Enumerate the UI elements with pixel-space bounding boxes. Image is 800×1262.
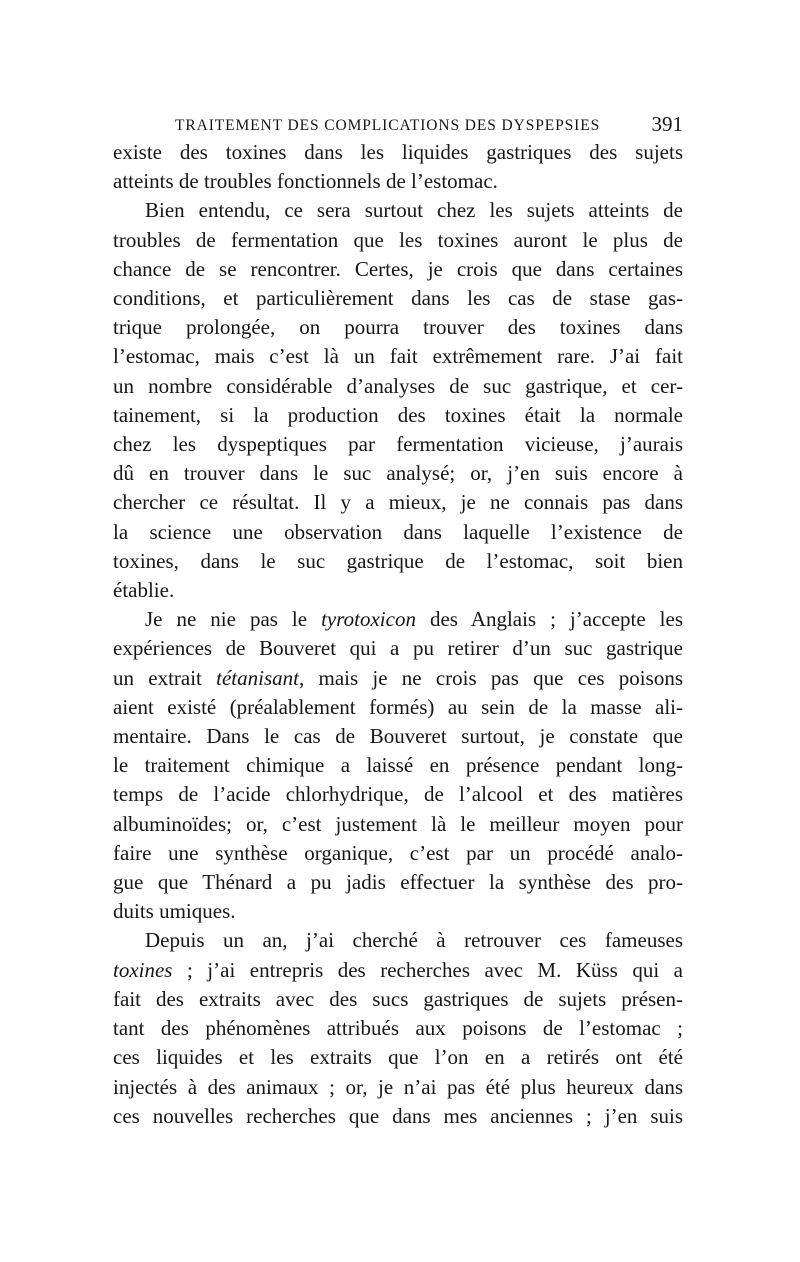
text-line: Depuis un an, j’ai cherché à retrouver ces fameuses bbox=[145, 928, 683, 953]
paragraph bbox=[113, 196, 683, 605]
text-line: existe des toxines dans les liquides gastriques des sujets bbox=[113, 140, 683, 164]
text-line: injectés à des animaux ; or, je n’ai pas été plus heureux dans bbox=[113, 1074, 683, 1099]
page-number: 391 bbox=[651, 112, 683, 136]
book-page bbox=[113, 104, 683, 1131]
text-line: expériences de Bouveret qui a pu retirer d’un suc gastrique bbox=[113, 636, 683, 661]
text-line: gue que Thénard a pu jadis effectuer la synthèse des pro- bbox=[113, 870, 683, 895]
text-run: des Anglais ; j’accepte les bbox=[415, 607, 684, 632]
text-line: Bien entendu, ce sera surtout chez les sujets atteints de bbox=[145, 198, 683, 223]
italic-term: tyrotoxicon bbox=[321, 607, 416, 632]
text-run: Je ne nie pas le bbox=[145, 607, 322, 632]
text-line: l’estomac, mais c’est là un fait extrêmement rare. J’ai fait bbox=[113, 344, 683, 369]
text-line: duits umiques. bbox=[113, 899, 236, 924]
text-line: temps de l’acide chlorhydrique, de l’alcool et des matières bbox=[113, 782, 683, 807]
running-head bbox=[113, 104, 683, 134]
text-line bbox=[113, 956, 683, 985]
text-line: ces nouvelles recherches que dans mes anciennes ; j’en suis bbox=[113, 1103, 683, 1128]
text-line: aient existé (préalablement formés) au sein de la masse ali- bbox=[113, 694, 683, 719]
text-line: troubles de fermentation que les toxines auront le plus de bbox=[113, 227, 683, 252]
text-run: ; j’ai entrepris des recherches avec M. Küss qui a bbox=[172, 957, 683, 982]
text-line: chez les dyspeptiques par fermentation vicieuse, j’aurais bbox=[113, 432, 683, 457]
text-line: mentaire. Dans le cas de Bouveret surtout, je constate que bbox=[113, 724, 683, 749]
text-run: , mais je ne crois pas que ces poisons bbox=[298, 665, 683, 690]
italic-term: toxines bbox=[113, 957, 173, 982]
text-line: ces liquides et les extraits que l’on en a retirés ont été bbox=[113, 1045, 683, 1070]
text-line: établie. bbox=[113, 578, 175, 603]
text-line: atteints de troubles fonctionnels de l’estomac. bbox=[113, 169, 498, 194]
body-text bbox=[113, 138, 683, 1131]
text-run: un extrait bbox=[113, 665, 217, 690]
text-line: un nombre considérable d’analyses de suc gastrique, et cer- bbox=[113, 373, 683, 398]
text-line: chercher ce résultat. Il y a mieux, je ne connais pas dans bbox=[113, 490, 683, 515]
text-line: trique prolongée, on pourra trouver des toxines dans bbox=[113, 315, 683, 340]
text-line bbox=[113, 664, 683, 693]
paragraph bbox=[113, 926, 683, 1130]
italic-term: tétanisant bbox=[216, 665, 299, 690]
text-line: dû en trouver dans le suc analysé; or, j’en suis encore à bbox=[113, 461, 683, 486]
text-line: tainement, si la production des toxines était la normale bbox=[113, 402, 683, 427]
text-line: chance de se rencontrer. Certes, je crois que dans certaines bbox=[113, 256, 683, 281]
text-line: la science une observation dans laquelle l’existence de bbox=[113, 519, 683, 544]
text-line: tant des phénomènes attribués aux poisons de l’estomac ; bbox=[113, 1016, 683, 1041]
paragraph bbox=[113, 605, 683, 926]
text-line bbox=[113, 605, 683, 634]
text-line: toxines, dans le suc gastrique de l’estomac, soit bien bbox=[113, 548, 683, 573]
text-line: conditions, et particulièrement dans les cas de stase gas- bbox=[113, 286, 683, 311]
running-title: TRAITEMENT DES COMPLICATIONS DES DYSPEPSIES bbox=[175, 117, 601, 134]
text-line: fait des extraits avec des sucs gastriques de sujets présen- bbox=[113, 986, 683, 1011]
text-line: faire une synthèse organique, c’est par un procédé analo- bbox=[113, 840, 683, 865]
paragraph bbox=[113, 138, 683, 196]
text-line: le traitement chimique a laissé en présence pendant long- bbox=[113, 753, 683, 778]
text-line: albuminoïdes; or, c’est justement là le meilleur moyen pour bbox=[113, 811, 683, 836]
